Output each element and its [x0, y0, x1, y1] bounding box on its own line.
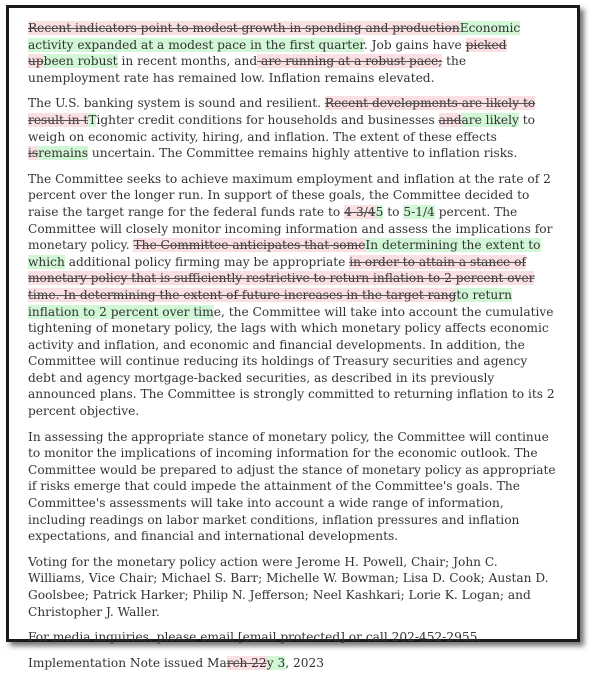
- paragraph-banking-system: [28, 95, 556, 161]
- document-frame: [6, 5, 580, 670]
- unchanged-text: in recent months, and: [117, 54, 258, 69]
- paragraph-assessing-stance: [28, 429, 556, 545]
- unchanged-text: , 2023: [285, 655, 324, 670]
- inserted-text: 5-1/4: [403, 204, 435, 219]
- unchanged-text: percent. The Committee will closely monitor incoming information and assess the implications for monetary policy.: [28, 204, 553, 253]
- inserted-text: In determining the extent to which: [28, 238, 541, 269]
- unchanged-text: ighter credit conditions for households and businesses: [96, 112, 439, 127]
- inserted-text: are likely: [461, 112, 519, 127]
- deleted-text: Recent developments are likely to result in t: [28, 96, 536, 127]
- redline-document: [28, 20, 556, 680]
- unchanged-text: For media inquiries, please email [email protected] or call 202-452-2955.: [28, 630, 482, 645]
- deleted-text: is: [28, 146, 39, 161]
- inserted-text: Economic activity expanded at a modest pace in the first quarter: [28, 21, 521, 52]
- unchanged-text: e, the Committee will take into account the cumulative tightening of monetary policy, the lags with which monetary policy affects economic activity and inflation, and economic and financial developments. In addition, the Committee will continue reducing its holdings of Treasury securities and agency debt and agency mortgage-backed securities, as described in its previously announced plans. The Committee is strongly committed to returning inflation to its 2 percent objective.: [28, 304, 555, 419]
- deleted-text: Recent indicators point to modest growth in spending and production: [28, 21, 460, 35]
- unchanged-text: the unemployment rate has remained low. Inflation remains elevated.: [28, 54, 467, 85]
- unchanged-text: The U.S. banking system is sound and resilient.: [28, 96, 325, 111]
- deleted-text: The Committee anticipates that some: [133, 238, 366, 253]
- inserted-text: T: [88, 112, 97, 127]
- unchanged-text: to weigh on economic activity, hiring, and inflation. The extent of these effects: [28, 112, 535, 144]
- deleted-text: in order to attain a stance of monetary policy that is sufficiently restrictive to return inflation to 2 percent over time. In determining the extent of future increases in the target rang: [28, 254, 535, 302]
- deleted-text: 4-3/4: [344, 204, 376, 219]
- inserted-text: remains: [38, 146, 89, 161]
- unchanged-text: to: [383, 204, 404, 219]
- unchanged-text: . Job gains have: [363, 37, 466, 52]
- unchanged-text: The Committee seeks to achieve maximum employment and inflation at the rate of 2 percent over the longer run. In support of these goals, the Committee decided to raise the target range for the federal funds rate to: [28, 171, 551, 219]
- inserted-text: been robust: [43, 54, 118, 69]
- unchanged-text: In assessing the appropriate stance of monetary policy, the Committee will continue to monitor the implications of incoming information for the economic outlook. The Committee would be prepared to adjust the stance of monetary policy as appropriate if risks emerge that could impede the attainment of the Committee's goals. The Committee's assessments will take into account a wide range of information, including readings on labor market conditions, inflation pressures and inflation expectations, and financial and international developments.: [28, 429, 556, 544]
- paragraph-media-inquiries: [28, 629, 556, 646]
- deleted-text: and: [438, 112, 462, 127]
- paragraph-voting: [28, 554, 556, 620]
- paragraph-implementation-note: [28, 655, 556, 672]
- deleted-text: picked up: [28, 37, 507, 69]
- paragraph-economic-activity: [28, 20, 556, 86]
- paragraph-policy-decision: [28, 171, 556, 420]
- unchanged-text: Voting for the monetary policy action were Jerome H. Powell, Chair; John C. Williams, Vice Chair; Michael S. Barr; Michelle W. Bowman; Lisa D. Cook; Austan D. Goolsbee; Patrick Harker; Philip N. Jefferson; Neel Kashkari; Lorie K. Logan; and Christopher J. Waller.: [28, 554, 549, 619]
- inserted-text: y 3: [266, 655, 286, 670]
- unchanged-text: uncertain. The Committee remains highly attentive to inflation risks.: [88, 146, 518, 161]
- inserted-text: to return inflation to 2 percent over tim: [28, 287, 512, 319]
- unchanged-text: additional policy firming may be appropriate: [64, 254, 350, 269]
- inserted-text: 5: [375, 204, 384, 219]
- unchanged-text: Implementation Note issued Ma: [28, 655, 227, 670]
- deleted-text: are running at a robust pace;: [257, 54, 443, 69]
- deleted-text: rch 22: [226, 655, 267, 670]
